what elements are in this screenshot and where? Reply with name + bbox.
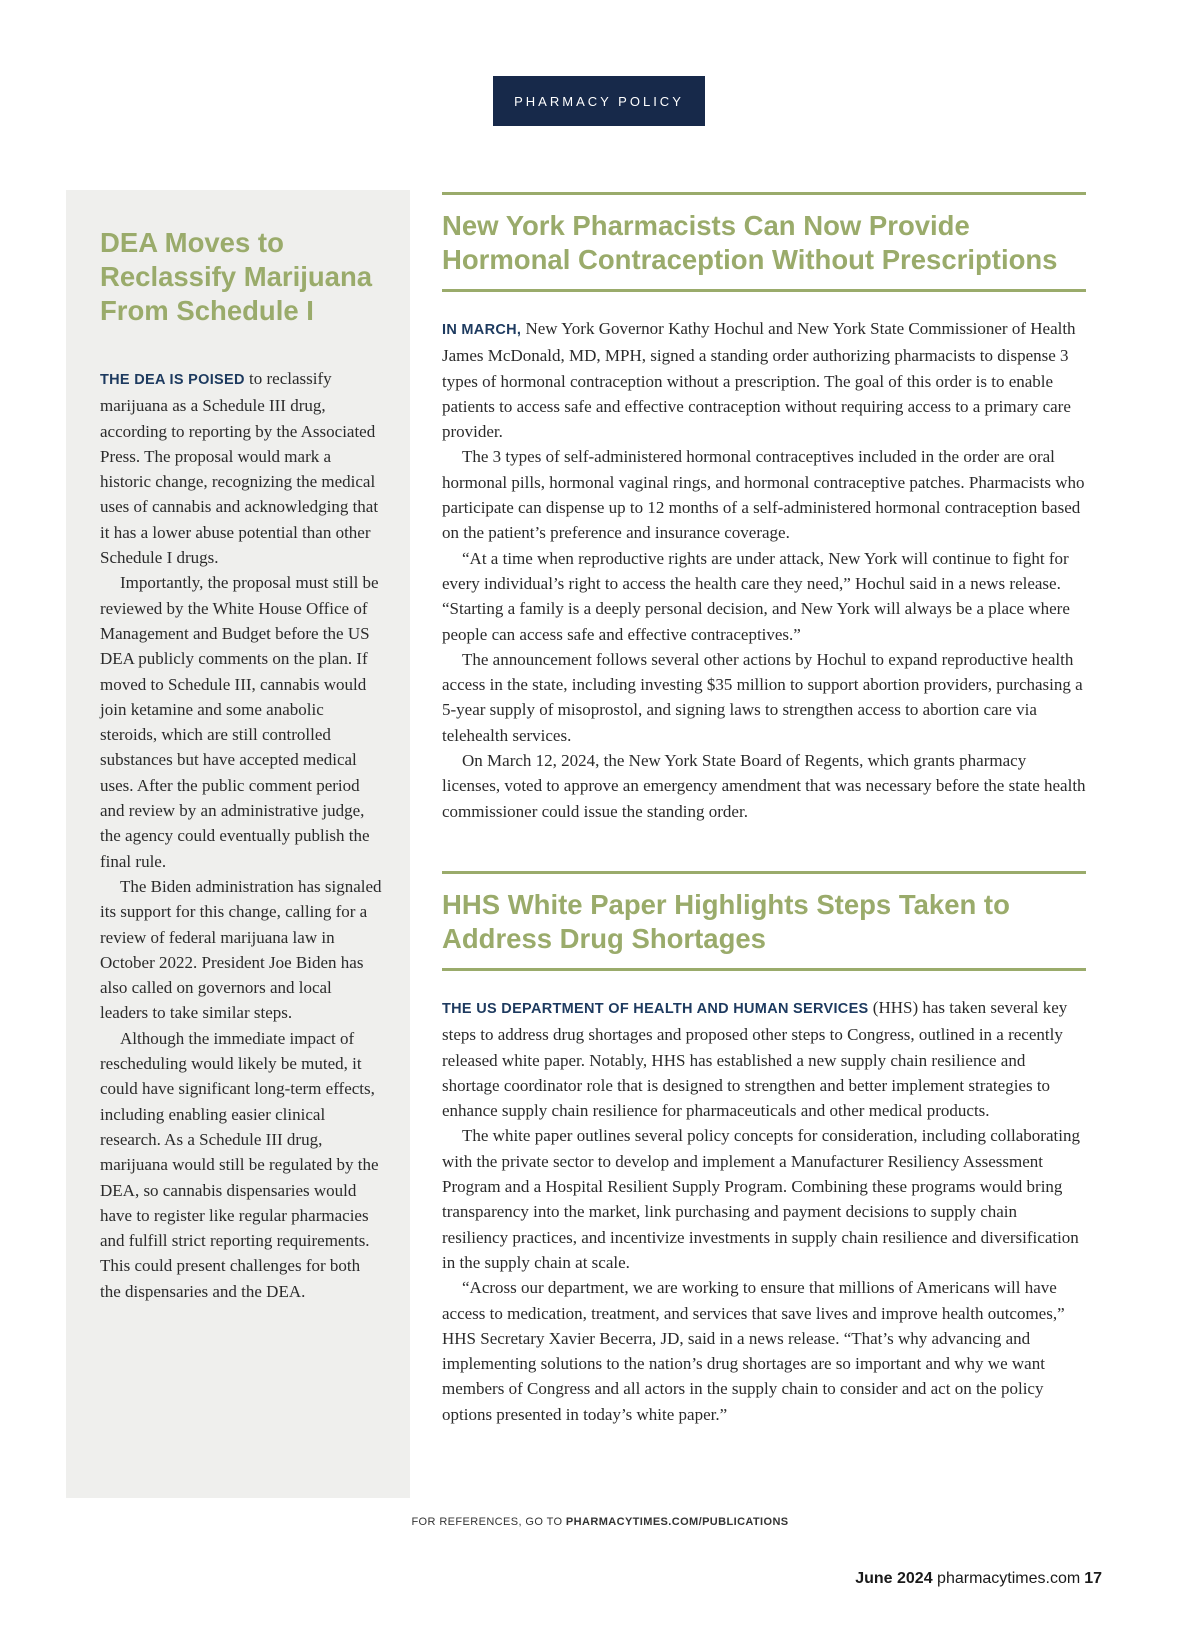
article-title-rule [442, 968, 1086, 971]
sidebar-body [100, 366, 382, 1304]
article-top-rule [442, 192, 1086, 195]
article-2-paragraph-1-text: (HHS) has taken several key steps to address drug shortages and proposed other steps to Congress, outlined in a recently released white paper. Notably, HHS has established a new supply chain resilience and shortage coordinator role that is designed to strengthen and better implement strategies to enhance supply chain resilience for pharmaceuticals and other medical products. [442, 998, 1068, 1121]
section-tag: PHARMACY POLICY [493, 76, 705, 126]
sidebar-paragraph-2: Importantly, the proposal must still be reviewed by the White House Office of Management and Budget before the US DEA publicly comments on the plan. If moved to Schedule III, cannabis would join ketamine and some anabolic steroids, which are still controlled substances but have accepted medical uses. After the public comment period and review by an administrative judge, the agency could eventually publish the final rule. [100, 573, 379, 871]
references-note [0, 1516, 1200, 1528]
site-name: pharmacytimes.com [937, 1570, 1081, 1587]
article-1-lead-in: IN MARCH, [442, 322, 522, 338]
sidebar-paragraph-1 [100, 366, 382, 570]
article-hhs-drug-shortages [442, 871, 1086, 1427]
article-2-paragraph-2: The white paper outlines several policy concepts for consideration, including collaborating with the private sector to develop and implement a Manufacturer Resiliency Assessment Program and a Hospital Resilient Supply Program. Combining these programs would bring transparency into the market, link purchasing and payment decisions to supply chain resiliency practices, and incentivize investments in supply chain resilience and diversification in the supply chain at scale. [442, 1126, 1080, 1272]
article-2-paragraph-1 [442, 995, 1086, 1123]
page-number: 17 [1084, 1570, 1102, 1587]
article-2-title: HHS White Paper Highlights Steps Taken to Address Drug Shortages [442, 889, 1010, 954]
article-1-paragraph-4: The announcement follows several other actions by Hochul to expand reproductive health access in the state, including investing $35 million to support abortion providers, purchasing a 5-year supply of misoprostol, and signing laws to strengthen access to abortion care via telehealth services. [442, 649, 1083, 745]
article-ny-contraception [442, 192, 1086, 824]
sidebar-title: DEA Moves to Reclassify Marijuana From Schedule I [100, 227, 373, 326]
article-title-rule [442, 289, 1086, 292]
sidebar-paragraph-1-text: to reclassify marijuana as a Schedule III drug, according to reporting by the Associated Press. The proposal would mark a historic change, recognizing the medical uses of cannabis and acknowledging that it has a lower abuse potential than other Schedule I drugs. [100, 369, 379, 568]
article-1-paragraph-3: “At a time when reproductive rights are under attack, New York will continue to fight for every individual’s right to access the health care they need,” Hochul said in a news release. “Starting a family is a deeply personal decision, and New York will always be a place where people can access safe and effective contraceptives.” [442, 548, 1070, 644]
references-prefix: FOR REFERENCES, GO TO [411, 1516, 566, 1528]
article-2-body [442, 995, 1086, 1427]
article-1-paragraph-2: The 3 types of self-administered hormonal contraceptives included in the order are oral hormonal pills, hormonal vaginal rings, and hormonal contraceptive patches. Pharmacists who participate can dispense up to 12 months of a self-administered hormonal contraception based on the patient’s preference and insurance coverage. [442, 447, 1085, 543]
article-1-title: New York Pharmacists Can Now Provide Hormonal Contraception Without Prescriptions [442, 210, 1058, 275]
article-2-lead-in: THE US DEPARTMENT OF HEALTH AND HUMAN SERVICES [442, 1001, 869, 1017]
sidebar-article [66, 190, 410, 1498]
article-top-rule [442, 871, 1086, 874]
article-2-paragraph-3: “Across our department, we are working to ensure that millions of Americans will have access to medication, treatment, and services that save lives and improve health outcomes,” HHS Secretary Xavier Becerra, JD, said in a news release. “That’s why advancing and implementing solutions to the nation’s drug shortages are so important and why we want members of Congress and all actors in the supply chain to consider and act on the policy options presented in today’s white paper.” [442, 1278, 1065, 1424]
article-1-paragraph-5: On March 12, 2024, the New York State Board of Regents, which grants pharmacy licenses, voted to approve an emergency amendment that was necessary before the state health commissioner could issue the standing order. [442, 751, 1086, 821]
article-1-paragraph-1-text: New York Governor Kathy Hochul and New York State Commissioner of Health James McDonald, MD, MPH, signed a standing order authorizing pharmacists to dispense 3 types of hormonal contraception without a prescription. The goal of this order is to enable patients to access safe and effective contraception without requiring access to a primary care provider. [442, 319, 1076, 442]
sidebar-paragraph-3: The Biden administration has signaled its support for this change, calling for a review of federal marijuana law in October 2022. President Joe Biden has also called on governors and local leaders to take similar steps. [100, 876, 382, 1023]
references-url[interactable]: PHARMACYTIMES.COM/PUBLICATIONS [565, 1516, 789, 1528]
article-1-body [442, 316, 1086, 824]
article-1-paragraph-1 [442, 316, 1086, 444]
page-folio [855, 1570, 1102, 1588]
sidebar-paragraph-4: Although the immediate impact of rescheduling would likely be muted, it could have significant long-term effects, including enabling easier clinical research. As a Schedule III drug, marijuana would still be regulated by the DEA, so cannabis dispensaries would have to register like regular pharmacies and fulfill strict reporting requirements. This could present challenges for both the dispensaries and the DEA. [100, 1028, 379, 1301]
sidebar-lead-in: THE DEA IS POISED [100, 372, 245, 388]
issue-date: June 2024 [855, 1570, 933, 1587]
